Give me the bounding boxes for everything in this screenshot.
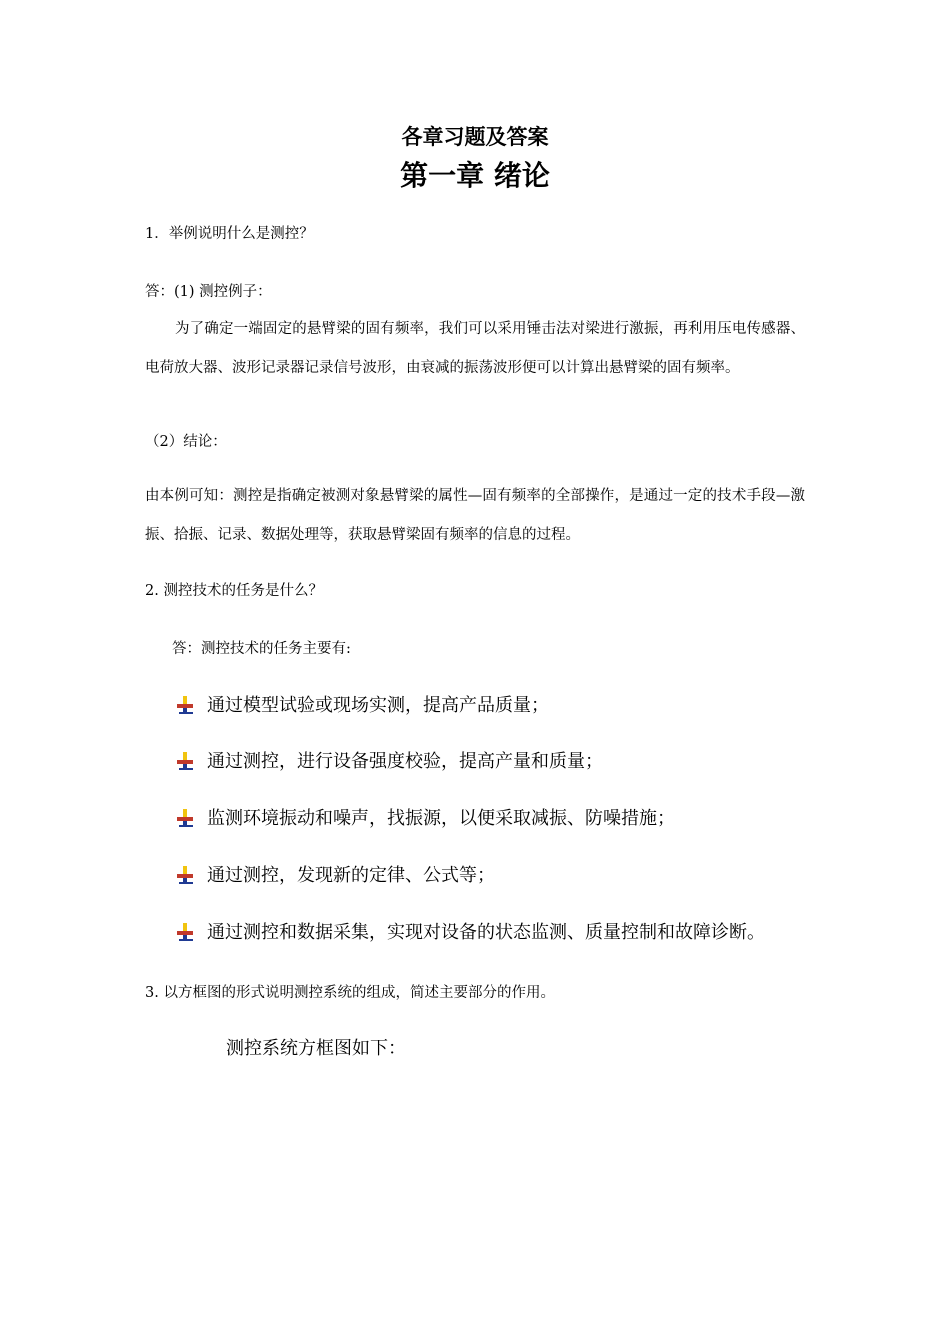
- task-item: [175, 691, 549, 721]
- task-item: [175, 861, 495, 891]
- answer-1-example: 为了确定一端固定的悬臂梁的固有频率，我们可以采用锤击法对梁进行激振，再利用压电传感器、电荷放大器、波形记录器记录信号波形，由衰减的振荡波形便可以计算出悬臂梁的固有频率。: [145, 321, 805, 376]
- task-text: 通过测控，进行设备强度校验，提高产量和质量；: [207, 751, 603, 772]
- question-1: 1．举例说明什么是测控？: [145, 226, 314, 242]
- arrow-bullet-icon: [175, 808, 197, 830]
- answer-1-conclusion-label: （2）结论：: [145, 434, 227, 450]
- diagram-intro: 测控系统方框图如下：: [226, 1038, 406, 1059]
- task-text: 通过模型试验或现场实测，提高产品质量；: [207, 695, 549, 716]
- question-3: 3. 以方框图的形式说明测控系统的组成，简述主要部分的作用。: [145, 985, 555, 1001]
- task-item: [175, 804, 675, 834]
- answer-1-label: 答：(1) 测控例子：: [145, 284, 272, 300]
- arrow-bullet-icon: [175, 865, 197, 887]
- task-text: 通过测控和数据采集，实现对设备的状态监测、质量控制和故障诊断。: [207, 922, 765, 943]
- task-item: [175, 747, 603, 777]
- task-text: 通过测控，发现新的定律、公式等；: [207, 865, 495, 886]
- task-item: [175, 918, 765, 948]
- arrow-bullet-icon: [175, 922, 197, 944]
- chapter-title: 第一章 绪论: [400, 159, 550, 192]
- answer-1-conclusion: 由本例可知：测控是指确定被测对象悬臂梁的属性—固有频率的全部操作，是通过一定的技术手段—激振、拾振、记录、数据处理等，获取悬臂梁固有频率的信息的过程。: [145, 488, 805, 543]
- document-title: 各章习题及答案: [401, 124, 549, 149]
- arrow-bullet-icon: [175, 751, 197, 773]
- answer-2-intro: 答：测控技术的任务主要有:: [172, 641, 351, 657]
- question-2: 2. 测控技术的任务是什么？: [145, 583, 323, 599]
- arrow-bullet-icon: [175, 695, 197, 717]
- task-text: 监测环境振动和噪声，找振源，以便采取减振、防噪措施；: [207, 808, 675, 829]
